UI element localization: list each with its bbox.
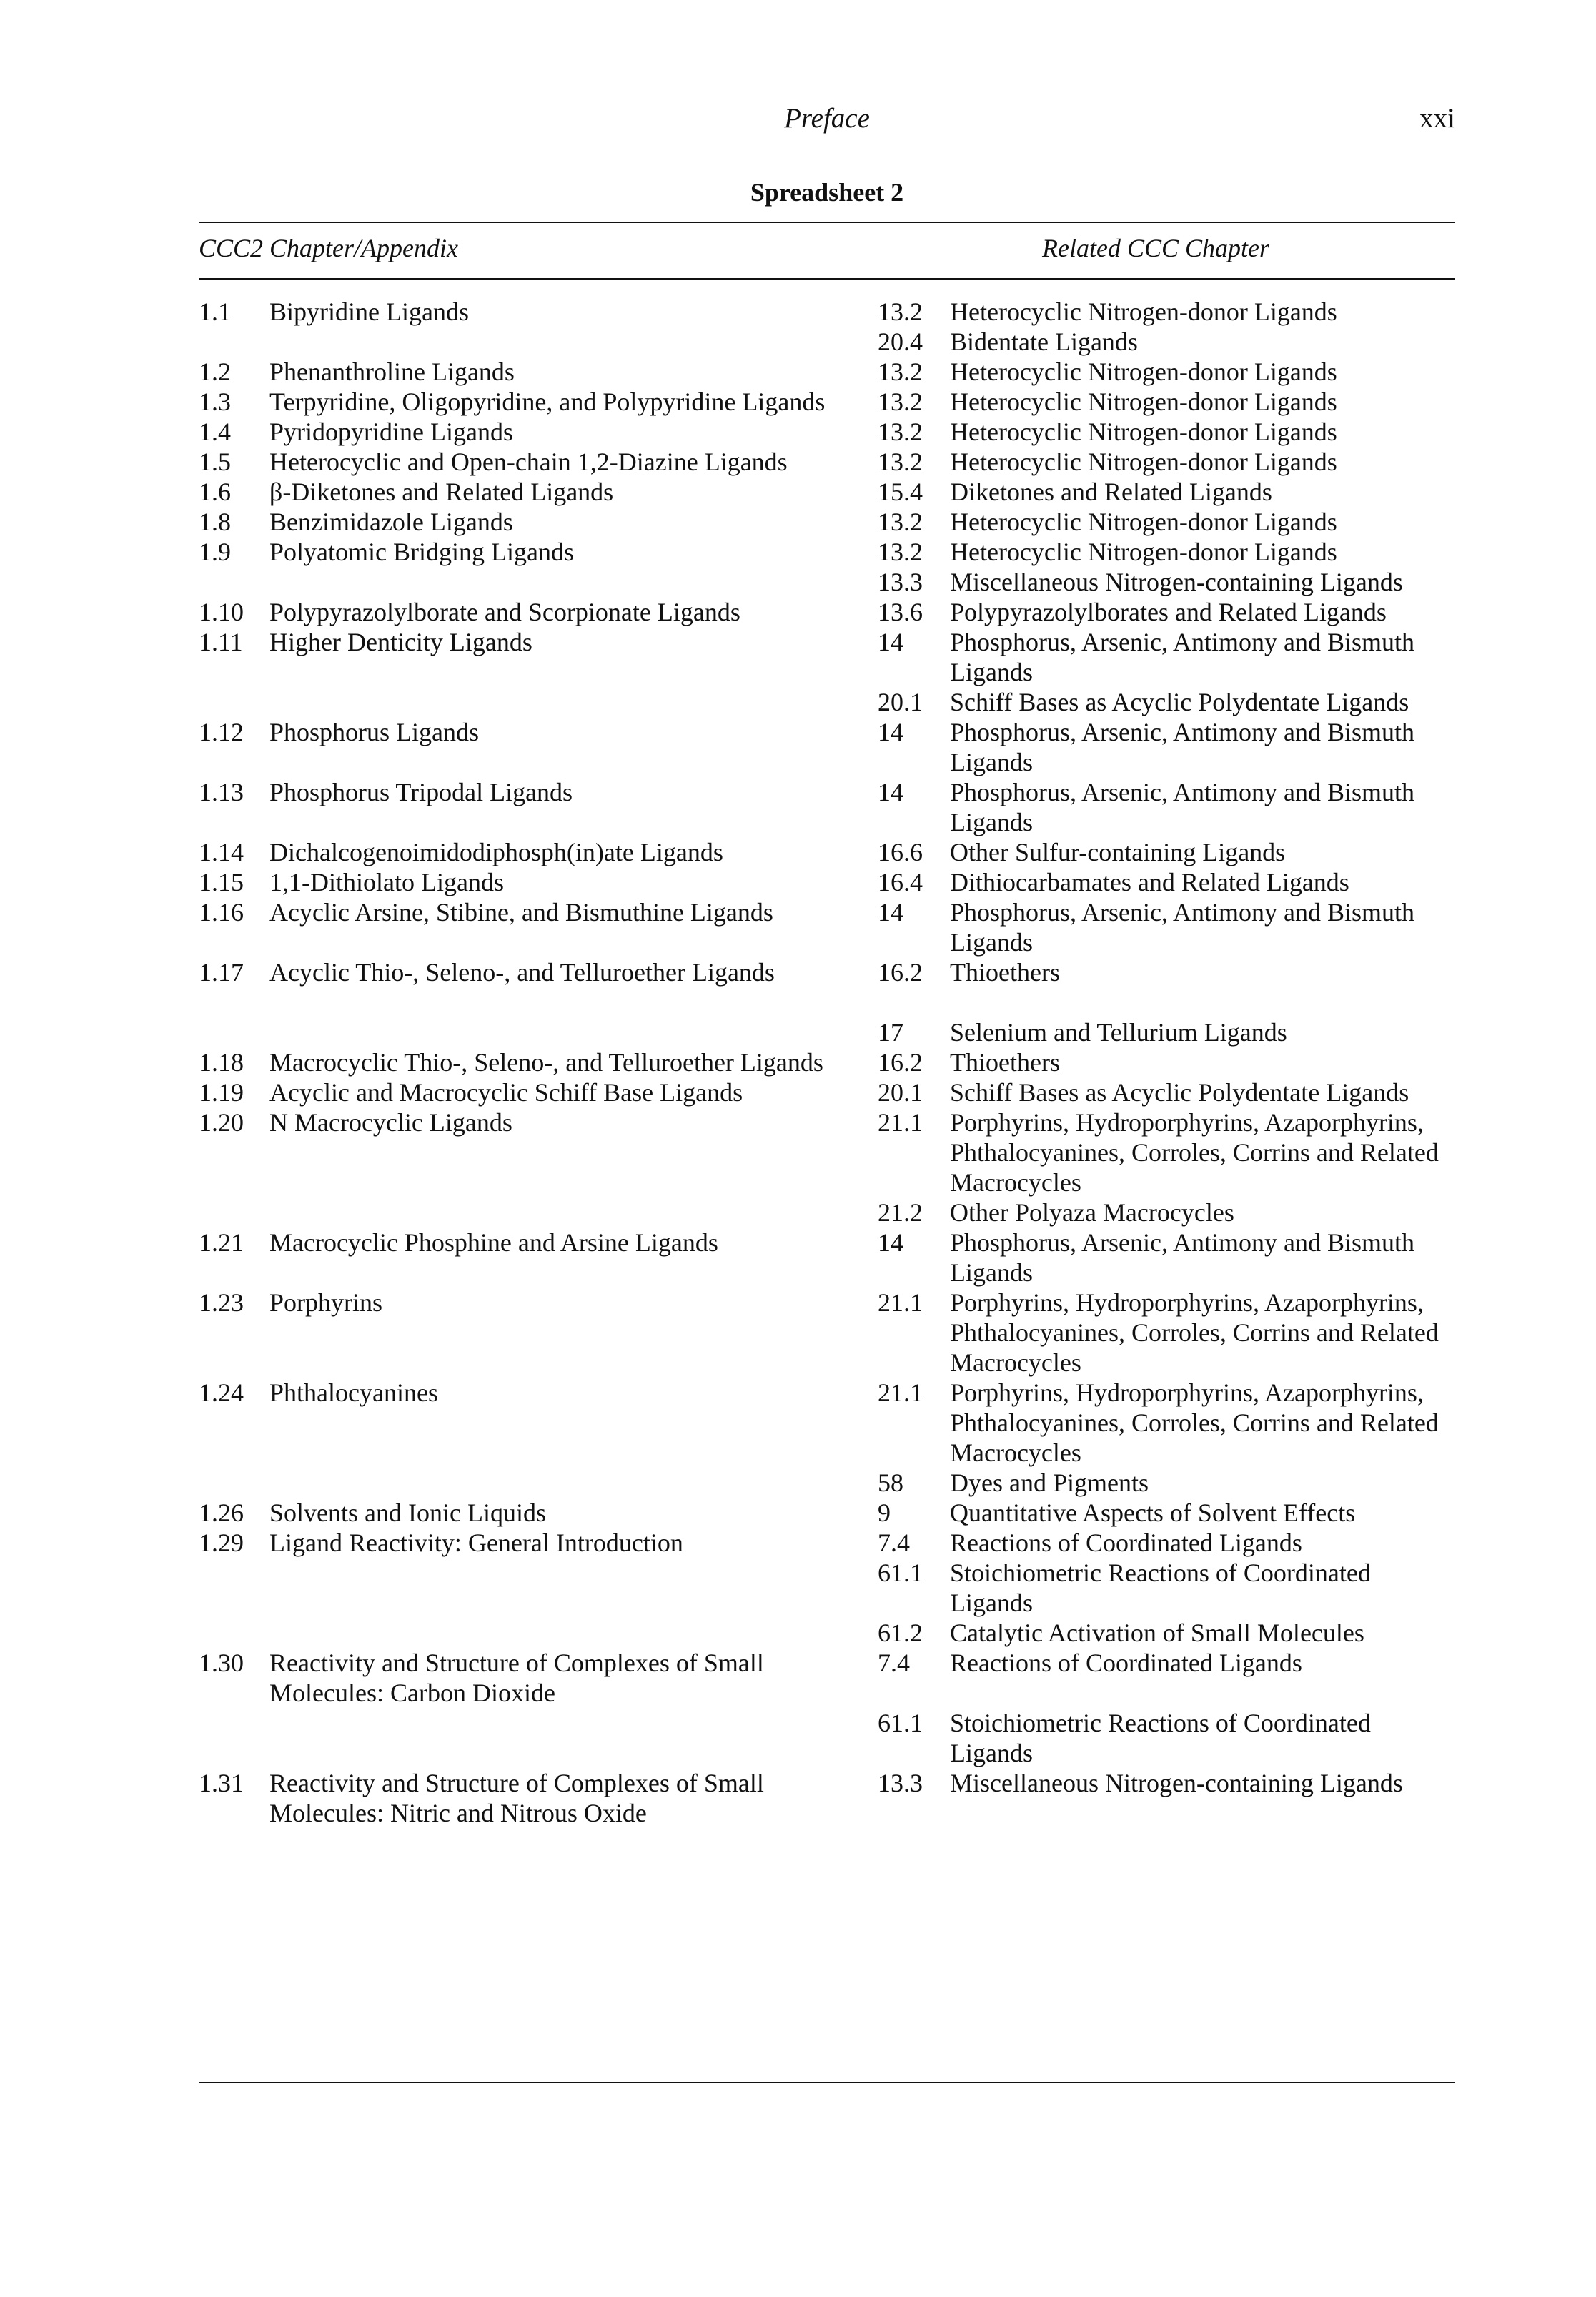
related-ccc-title: Thioethers [950, 958, 1060, 987]
table-caption: Spreadsheet 2 [750, 178, 904, 207]
ccc2-chapter-number: 1.4 [199, 418, 231, 446]
running-head [199, 97, 1455, 140]
ccc2-chapter-title: 1,1-Dithiolato Ligands [269, 868, 504, 896]
ccc2-chapter-number: 1.8 [199, 508, 231, 536]
table-row [199, 837, 1455, 867]
related-ccc-number: 9 [878, 1498, 891, 1527]
related-ccc-title: Stoichiometric Reactions of Coordinated Ligands [950, 1558, 1371, 1617]
related-ccc-title: Porphyrins, Hydroporphyrins, Azaporphyrins, Phthalocyanines, Corroles, Corrins and Related Macrocycles [950, 1378, 1439, 1467]
table-row [199, 1227, 1455, 1288]
related-ccc-number: 20.1 [878, 688, 923, 716]
related-ccc-title: Heterocyclic Nitrogen-donor Ligands [950, 508, 1337, 536]
table-row [199, 477, 1455, 507]
related-ccc-title: Porphyrins, Hydroporphyrins, Azaporphyrins, Phthalocyanines, Corroles, Corrins and Related Macrocycles [950, 1108, 1439, 1197]
ccc2-chapter-number: 1.31 [199, 1769, 244, 1797]
ccc2-chapter-title: Acyclic and Macrocyclic Schiff Base Ligands [269, 1078, 743, 1107]
ccc2-chapter-number: 1.26 [199, 1498, 244, 1527]
ccc2-chapter-title: Phenanthroline Ligands [269, 357, 515, 386]
related-ccc-title: Heterocyclic Nitrogen-donor Ligands [950, 357, 1337, 386]
related-ccc-title: Bidentate Ligands [950, 327, 1138, 356]
ccc2-chapter-title: Higher Denticity Ligands [269, 628, 532, 656]
table-body [199, 297, 1455, 1828]
related-ccc-number: 16.6 [878, 838, 923, 866]
table-row [199, 1047, 1455, 1077]
related-ccc-title: Thioethers [950, 1048, 1060, 1077]
related-ccc-number: 16.4 [878, 868, 923, 896]
related-ccc-number: 13.2 [878, 387, 923, 416]
table-row [199, 1378, 1455, 1498]
ccc2-chapter-number: 1.20 [199, 1108, 244, 1137]
related-ccc-title: Dithiocarbamates and Related Ligands [950, 868, 1349, 896]
related-ccc-title: Heterocyclic Nitrogen-donor Ligands [950, 448, 1337, 476]
related-ccc-number: 13.2 [878, 297, 923, 326]
ccc2-chapter-number: 1.24 [199, 1378, 244, 1407]
related-ccc-title: Stoichiometric Reactions of Coordinated Ligands [950, 1709, 1371, 1767]
related-ccc-title: Phosphorus, Arsenic, Antimony and Bismuth Ligands [950, 718, 1415, 776]
ccc2-chapter-title: Phosphorus Tripodal Ligands [269, 778, 573, 806]
related-ccc-title: Miscellaneous Nitrogen-containing Ligands [950, 568, 1403, 596]
related-ccc-number: 21.1 [878, 1108, 923, 1137]
related-ccc-title: Other Sulfur-containing Ligands [950, 838, 1286, 866]
ccc2-chapter-number: 1.30 [199, 1649, 244, 1677]
table-row [199, 867, 1455, 897]
related-ccc-number: 13.2 [878, 418, 923, 446]
related-ccc-number: 14 [878, 1228, 903, 1257]
ccc2-chapter-number: 1.23 [199, 1288, 244, 1317]
table-bottom-rule [199, 2082, 1455, 2083]
ccc2-chapter-number: 1.1 [199, 297, 231, 326]
table-header-rule [199, 278, 1455, 280]
related-ccc-number: 61.2 [878, 1619, 923, 1647]
ccc2-chapter-title: Dichalcogenoimidodiphosph(in)ate Ligands [269, 838, 723, 866]
ccc2-chapter-number: 1.19 [199, 1078, 244, 1107]
related-ccc-number: 61.1 [878, 1709, 923, 1737]
ccc2-chapter-title: Phthalocyanines [269, 1378, 438, 1407]
related-ccc-title: Other Polyaza Macrocycles [950, 1198, 1234, 1227]
ccc2-chapter-number: 1.18 [199, 1048, 244, 1077]
ccc2-chapter-number: 1.3 [199, 387, 231, 416]
ccc2-chapter-title: Benzimidazole Ligands [269, 508, 513, 536]
related-ccc-number: 7.4 [878, 1649, 910, 1677]
related-ccc-number: 13.2 [878, 508, 923, 536]
ccc2-chapter-title: Polypyrazolylborate and Scorpionate Ligands [269, 598, 740, 626]
related-ccc-number: 15.4 [878, 478, 923, 506]
ccc2-chapter-number: 1.6 [199, 478, 231, 506]
table-row [199, 777, 1455, 837]
related-ccc-number: 21.1 [878, 1288, 923, 1317]
ccc2-chapter-number: 1.15 [199, 868, 244, 896]
table-row [199, 957, 1455, 1047]
related-ccc-title: Phosphorus, Arsenic, Antimony and Bismuth Ligands [950, 898, 1415, 957]
table-row [199, 537, 1455, 597]
ccc2-chapter-number: 1.11 [199, 628, 243, 656]
ccc2-chapter-title: Ligand Reactivity: General Introduction [269, 1528, 683, 1557]
ccc2-chapter-title: Phosphorus Ligands [269, 718, 480, 746]
ccc2-chapter-title: Polyatomic Bridging Ligands [269, 538, 574, 566]
related-ccc-title: Heterocyclic Nitrogen-donor Ligands [950, 418, 1337, 446]
table-top-rule [199, 222, 1455, 223]
table-row [199, 1528, 1455, 1648]
related-ccc-number: 16.2 [878, 958, 923, 987]
related-ccc-number: 14 [878, 898, 903, 927]
related-ccc-title: Selenium and Tellurium Ligands [950, 1018, 1287, 1047]
related-ccc-title: Schiff Bases as Acyclic Polydentate Ligands [950, 688, 1409, 716]
ccc2-chapter-title: β-Diketones and Related Ligands [269, 478, 614, 506]
ccc2-chapter-number: 1.21 [199, 1228, 244, 1257]
related-ccc-number: 20.1 [878, 1078, 923, 1107]
table-row [199, 897, 1455, 957]
ccc2-chapter-title: Macrocyclic Phosphine and Arsine Ligands [269, 1228, 718, 1257]
table-row [199, 717, 1455, 777]
related-ccc-number: 14 [878, 778, 903, 806]
related-ccc-title: Polypyrazolylborates and Related Ligands [950, 598, 1387, 626]
ccc2-chapter-title: Bipyridine Ligands [269, 297, 469, 326]
table-row [199, 1107, 1455, 1227]
table-row [199, 1498, 1455, 1528]
running-title: Preface [784, 103, 870, 134]
related-ccc-number: 13.3 [878, 1769, 923, 1797]
ccc2-chapter-number: 1.12 [199, 718, 244, 746]
ccc2-chapter-title: N Macrocyclic Ligands [269, 1108, 512, 1137]
related-ccc-number: 21.2 [878, 1198, 923, 1227]
ccc2-chapter-number: 1.2 [199, 357, 231, 386]
ccc2-chapter-title: Porphyrins [269, 1288, 383, 1317]
related-ccc-title: Heterocyclic Nitrogen-donor Ligands [950, 387, 1337, 416]
ccc2-chapter-title: Heterocyclic and Open-chain 1,2-Diazine Ligands [269, 448, 788, 476]
ccc2-chapter-number: 1.16 [199, 898, 244, 927]
related-ccc-number: 61.1 [878, 1558, 923, 1587]
related-ccc-title: Catalytic Activation of Small Molecules [950, 1619, 1364, 1647]
table-row [199, 357, 1455, 387]
related-ccc-number: 13.2 [878, 448, 923, 476]
ccc2-chapter-number: 1.5 [199, 448, 231, 476]
related-ccc-title: Dyes and Pigments [950, 1468, 1149, 1497]
related-ccc-title: Reactions of Coordinated Ligands [950, 1528, 1302, 1557]
ccc2-chapter-number: 1.14 [199, 838, 244, 866]
ccc2-chapter-number: 1.29 [199, 1528, 244, 1557]
ccc2-chapter-title: Terpyridine, Oligopyridine, and Polypyridine Ligands [269, 387, 826, 416]
related-ccc-number: 58 [878, 1468, 903, 1497]
related-ccc-number: 20.4 [878, 327, 923, 356]
ccc2-chapter-title: Reactivity and Structure of Complexes of Small Molecules: Nitric and Nitrous Oxide [269, 1769, 764, 1827]
table-row [199, 1288, 1455, 1378]
ccc2-chapter-title: Acyclic Thio-, Seleno-, and Telluroether Ligands [269, 958, 775, 987]
related-ccc-title: Diketones and Related Ligands [950, 478, 1272, 506]
table-row [199, 597, 1455, 627]
table-row [199, 1648, 1455, 1768]
ccc2-chapter-title: Solvents and Ionic Liquids [269, 1498, 546, 1527]
table-row [199, 417, 1455, 447]
related-ccc-number: 13.6 [878, 598, 923, 626]
table-row [199, 1768, 1455, 1828]
column-header-ccc2: CCC2 Chapter/Appendix [199, 234, 458, 262]
column-header-ccc: Related CCC Chapter [1042, 234, 1269, 262]
related-ccc-number: 13.3 [878, 568, 923, 596]
ccc2-chapter-title: Acyclic Arsine, Stibine, and Bismuthine Ligands [269, 898, 773, 927]
related-ccc-title: Quantitative Aspects of Solvent Effects [950, 1498, 1356, 1527]
related-ccc-number: 14 [878, 718, 903, 746]
table-row [199, 297, 1455, 357]
related-ccc-number: 13.2 [878, 357, 923, 386]
table-row [199, 387, 1455, 417]
table-row [199, 627, 1455, 717]
related-ccc-title: Schiff Bases as Acyclic Polydentate Ligands [950, 1078, 1409, 1107]
ccc2-chapter-title: Reactivity and Structure of Complexes of Small Molecules: Carbon Dioxide [269, 1649, 764, 1707]
related-ccc-number: 16.2 [878, 1048, 923, 1077]
ccc2-chapter-number: 1.17 [199, 958, 244, 987]
page-number: xxi [1419, 103, 1455, 134]
ccc2-chapter-title: Pyridopyridine Ligands [269, 418, 513, 446]
table-row [199, 507, 1455, 537]
ccc2-chapter-title: Macrocyclic Thio-, Seleno-, and Telluroether Ligands [269, 1048, 823, 1077]
related-ccc-number: 14 [878, 628, 903, 656]
table-row [199, 447, 1455, 477]
related-ccc-title: Reactions of Coordinated Ligands [950, 1649, 1302, 1677]
table-row [199, 1077, 1455, 1107]
related-ccc-number: 21.1 [878, 1378, 923, 1407]
related-ccc-number: 13.2 [878, 538, 923, 566]
related-ccc-number: 17 [878, 1018, 903, 1047]
related-ccc-number: 7.4 [878, 1528, 910, 1557]
related-ccc-title: Miscellaneous Nitrogen-containing Ligands [950, 1769, 1403, 1797]
related-ccc-title: Heterocyclic Nitrogen-donor Ligands [950, 297, 1337, 326]
ccc2-chapter-number: 1.13 [199, 778, 244, 806]
related-ccc-title: Phosphorus, Arsenic, Antimony and Bismuth Ligands [950, 778, 1415, 836]
ccc2-chapter-number: 1.9 [199, 538, 231, 566]
related-ccc-title: Porphyrins, Hydroporphyrins, Azaporphyrins, Phthalocyanines, Corroles, Corrins and Related Macrocycles [950, 1288, 1439, 1377]
related-ccc-title: Phosphorus, Arsenic, Antimony and Bismuth Ligands [950, 1228, 1415, 1287]
related-ccc-title: Phosphorus, Arsenic, Antimony and Bismuth Ligands [950, 628, 1415, 686]
ccc2-chapter-number: 1.10 [199, 598, 244, 626]
related-ccc-title: Heterocyclic Nitrogen-donor Ligands [950, 538, 1337, 566]
